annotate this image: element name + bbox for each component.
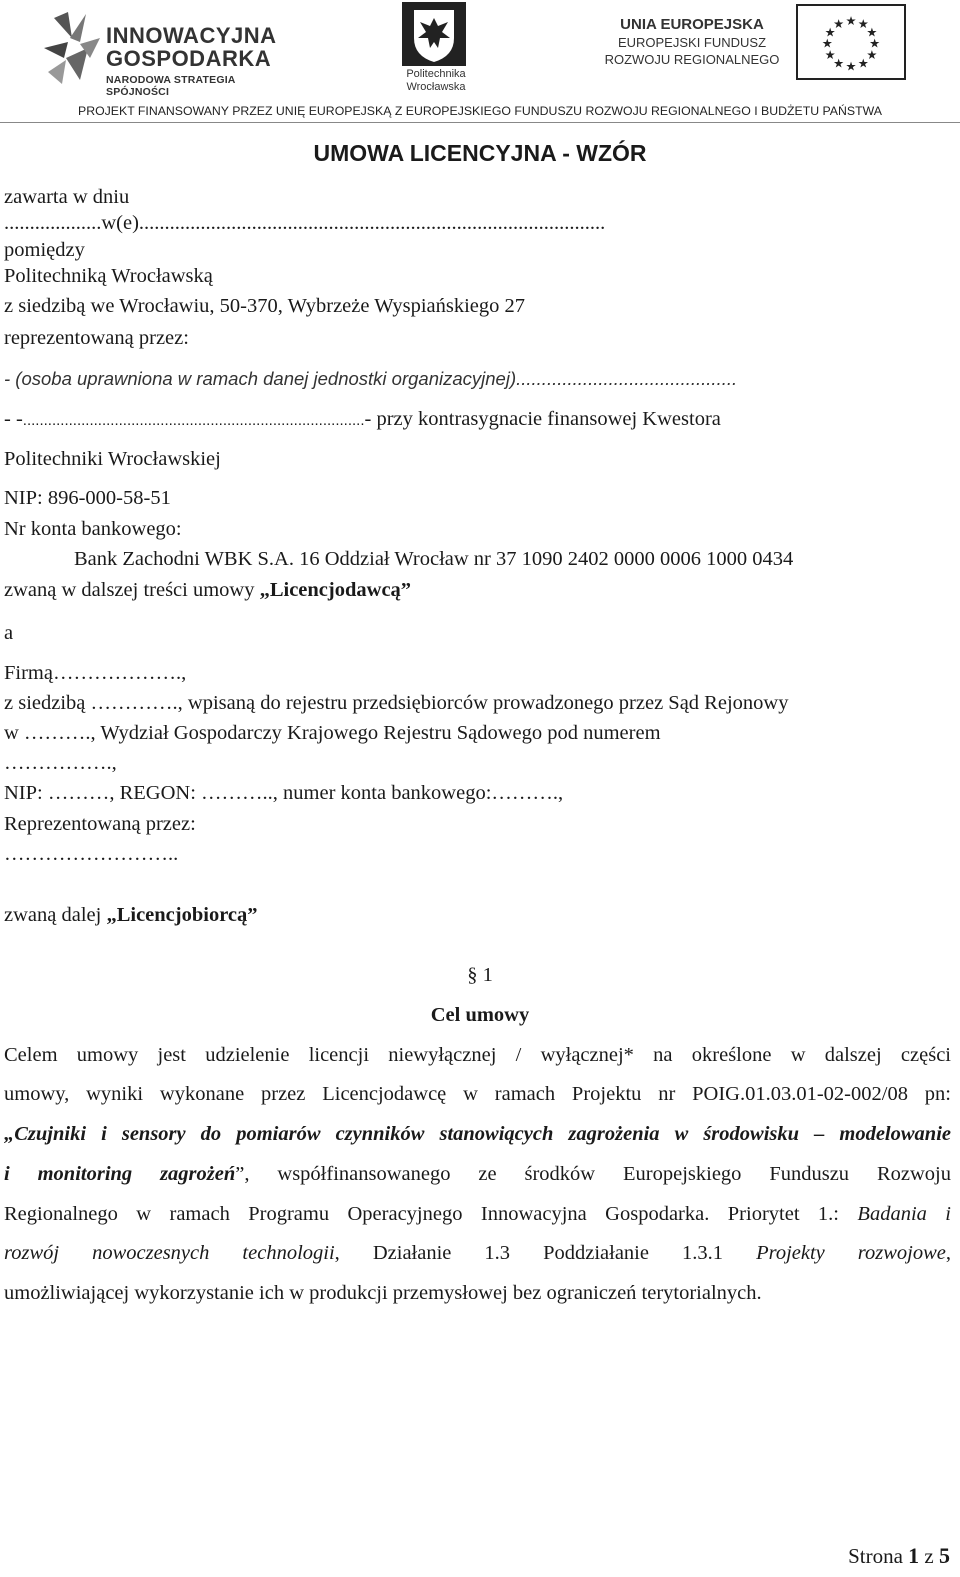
project-funding-bar: PROJEKT FINANSOWANY PRZEZ UNIĘ EUROPEJSKĄ Z EUROPEJSKIEGO FUNDUSZU ROZWOJU REGIONALNEGO I BUDŻETU PAŃSTWA — [0, 100, 960, 123]
svg-text:★: ★ — [833, 56, 845, 71]
section-heading: Cel umowy — [430, 1004, 530, 1026]
section-line-3: „Czujniki i sensory do pomiarów czynników stanowiących zagrożenia w środowisku – modelowanie — [4, 1123, 951, 1145]
line4-rest: ”, współfinansowanego ze środków Europejskiego Funduszu Rozwoju — [235, 1163, 951, 1185]
licensee-ids: NIP: ………, REGON: ……….., numer konta bankowego:………., — [4, 782, 564, 804]
pwr-line2: Wrocławska — [406, 81, 466, 93]
footer-mid: z — [919, 1544, 939, 1568]
ue-line1: UNIA EUROPEJSKA — [620, 16, 764, 33]
section-line-1: Celem umowy jest udzielenie licencji niewyłącznej / wyłącznej* na określone w dalszej części — [4, 1044, 951, 1066]
licensee-address: z siedzibą …………., wpisaną do rejestru przedsiębiorców prowadzonego przez Sąd Rejonowy — [4, 692, 789, 714]
svg-text:★: ★ — [866, 25, 878, 40]
svg-text:★: ★ — [821, 36, 833, 51]
licensor-nip: NIP: 896-000-58-51 — [4, 487, 171, 509]
eu-flag-icon — [796, 4, 906, 80]
section-line-2: umowy, wyniki wykonane przez Licencjodawcę w ramach Projektu nr POIG.01.03.01-02-002/08 pn: — [4, 1083, 951, 1105]
svg-text:★: ★ — [857, 16, 869, 31]
licensee-role-name: „Licencjobiorcą” — [106, 904, 258, 926]
innowacyjna-gospodarka-logo — [40, 8, 290, 98]
date-line: ...................w(e)........................................................................................... — [4, 212, 606, 234]
footer-page: 1 — [908, 1543, 920, 1568]
ue-logo-text — [596, 16, 788, 68]
svg-text:★: ★ — [824, 25, 836, 40]
line6-plain: , Działanie 1.3 Poddziałanie 1.3.1 — [334, 1242, 757, 1264]
document-header — [0, 0, 960, 125]
line4-italic: i monitoring zagrożeń — [4, 1163, 236, 1185]
pwr-name — [398, 68, 474, 94]
ig-logo-text — [106, 24, 290, 98]
svg-text:★: ★ — [845, 59, 857, 74]
svg-text:★: ★ — [833, 16, 845, 31]
page-footer — [848, 1543, 950, 1569]
bank-label: Nr konta bankowego: — [4, 518, 182, 540]
footer-prefix: Strona — [848, 1544, 909, 1568]
unia-europejska-logo — [596, 4, 912, 84]
represented-by-label: reprezentowaną przez: — [4, 327, 189, 349]
rep2-prefix: - - — [4, 408, 23, 430]
section-line-5 — [4, 1203, 951, 1226]
line5-plain: Regionalnego w ramach Programu Operacyjnego Innowacyjna Gospodarka. Priorytet 1.: — [4, 1203, 858, 1225]
eagle-shield-icon — [402, 2, 466, 66]
licensee-role — [4, 904, 258, 927]
licensee-role-prefix: zwaną dalej — [4, 904, 107, 926]
bank-value: Bank Zachodni WBK S.A. 16 Oddział Wrocław nr 37 1090 2402 0000 0006 1000 0434 — [74, 548, 794, 570]
line6-italic1: rozwój nowoczesnych technologii — [4, 1242, 335, 1264]
licensee-krs: ……………., — [4, 752, 117, 774]
svg-text:★: ★ — [857, 56, 869, 71]
ig-line1: INNOWACYJNA — [106, 23, 277, 48]
section-line-6 — [4, 1242, 951, 1265]
licensee-court: w ………., Wydział Gospodarczy Krajowego Rejestru Sądowego pod numerem — [4, 722, 661, 744]
line6-italic2: Projekty rozwojowe — [756, 1242, 946, 1264]
licensor-address: z siedzibą we Wrocławiu, 50-370, Wybrzeże Wyspiańskiego 27 — [4, 295, 526, 317]
svg-text:★: ★ — [869, 36, 881, 51]
licensor-role-prefix: zwaną w dalszej treści umowy — [4, 579, 260, 601]
ig-line3: NARODOWA STRATEGIA SPÓJNOŚCI — [106, 74, 236, 98]
between-label: pomiędzy — [4, 239, 85, 261]
licensor-role-name: „Licencjodawcą” — [259, 579, 412, 601]
ue-line2: EUROPEJSKI FUNDUSZ — [617, 35, 767, 50]
licensor-rep1: - (osoba uprawniona w ramach danej jednostki organizacyjnej)........................................... — [4, 368, 738, 389]
ue-line3: ROZWOJU REGIONALNEGO — [604, 52, 780, 67]
svg-text:★: ★ — [866, 48, 878, 63]
licensee-rep-label: Reprezentowaną przez: — [4, 813, 196, 835]
svg-text:★: ★ — [845, 13, 857, 28]
section-line-7: umożliwiającej wykorzystanie ich w produkcji przemysłowej bez ograniczeń terytorialnych. — [4, 1282, 762, 1304]
licensor-rep2-cont: Politechniki Wrocławskiej — [4, 448, 221, 470]
licensor-role — [4, 579, 411, 602]
rep2-suffix: - przy kontrasygnacie finansowej Kwestora — [364, 408, 721, 430]
licensee-rep-dots: …………………….. — [4, 843, 179, 865]
politechnika-wroclawska-logo — [398, 2, 478, 98]
licensor-rep2 — [4, 408, 721, 431]
and-label: a — [4, 622, 14, 644]
licensee-firm: Firmą………………., — [4, 662, 187, 684]
line5-italic: Badania i — [857, 1203, 952, 1225]
svg-text:★: ★ — [824, 48, 836, 63]
ig-line2: GOSPODARKA — [106, 46, 272, 71]
pwr-line1: Politechnika — [406, 68, 466, 80]
licensor-name: Politechniką Wrocławską — [4, 265, 213, 287]
footer-total: 5 — [939, 1543, 950, 1568]
rep2-dots: .................................................................................. — [22, 412, 365, 429]
document-title: UMOWA LICENCYJNA - WZÓR — [313, 140, 647, 166]
line6-end: , — [945, 1242, 952, 1264]
section-line-4 — [4, 1163, 951, 1186]
concluded-on: zawarta w dniu — [4, 186, 130, 208]
section-number: § 1 — [467, 964, 493, 986]
